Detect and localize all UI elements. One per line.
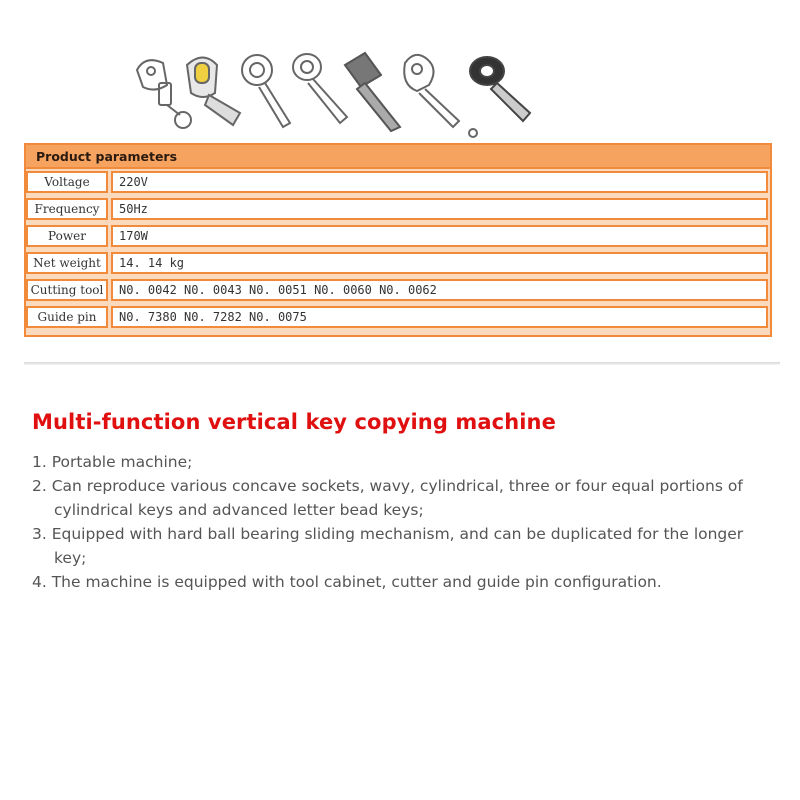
round-key-icon xyxy=(242,55,290,127)
feature-list xyxy=(32,450,772,594)
param-value: 220V xyxy=(111,171,768,193)
param-row-voltage xyxy=(24,169,772,196)
car-key-icon xyxy=(137,60,191,128)
square-key-icon xyxy=(345,53,400,131)
param-label: Net weight xyxy=(26,252,108,274)
fob-key-icon xyxy=(187,58,240,126)
key-illustrations xyxy=(125,45,545,140)
params-header xyxy=(24,143,772,169)
product-parameters-table xyxy=(24,143,772,337)
param-value: 14. 14 kg xyxy=(111,252,768,274)
description-title: Multi-function vertical key copying machine xyxy=(32,410,556,434)
param-label: Power xyxy=(26,225,108,247)
params-bottom-border xyxy=(24,331,772,337)
feature-item: 4. The machine is equipped with tool cabinet, cutter and guide pin configuration. xyxy=(32,573,662,591)
params-title: Product parameters xyxy=(36,149,178,164)
param-row-frequency xyxy=(24,196,772,223)
heart-key-icon xyxy=(404,55,477,137)
feature-item: 1. Portable machine; xyxy=(32,453,193,471)
param-label: Voltage xyxy=(26,171,108,193)
param-value: 50Hz xyxy=(111,198,768,220)
param-row-guide-pin xyxy=(24,304,772,331)
param-value: N0. 0042 N0. 0043 N0. 0051 N0. 0060 N0. 0062 xyxy=(111,279,768,301)
param-value: N0. 7380 N0. 7282 N0. 0075 xyxy=(111,306,768,328)
feature-item: 2. Can reproduce various concave sockets, wavy, cylindrical, three or four equal portions of cylindrical keys and advanced letter bead keys; xyxy=(32,477,743,519)
param-label: Cutting tool xyxy=(26,279,108,301)
param-value: 170W xyxy=(111,225,768,247)
round-dimple-key-icon xyxy=(470,57,530,121)
feature-item: 3. Equipped with hard ball bearing sliding mechanism, and can be duplicated for the longer key; xyxy=(32,525,744,567)
divider xyxy=(24,362,780,365)
param-row-power xyxy=(24,223,772,250)
oval-key-icon xyxy=(293,54,347,123)
param-label: Guide pin xyxy=(26,306,108,328)
param-row-cutting-tool xyxy=(24,277,772,304)
param-row-net-weight xyxy=(24,250,772,277)
param-label: Frequency xyxy=(26,198,108,220)
